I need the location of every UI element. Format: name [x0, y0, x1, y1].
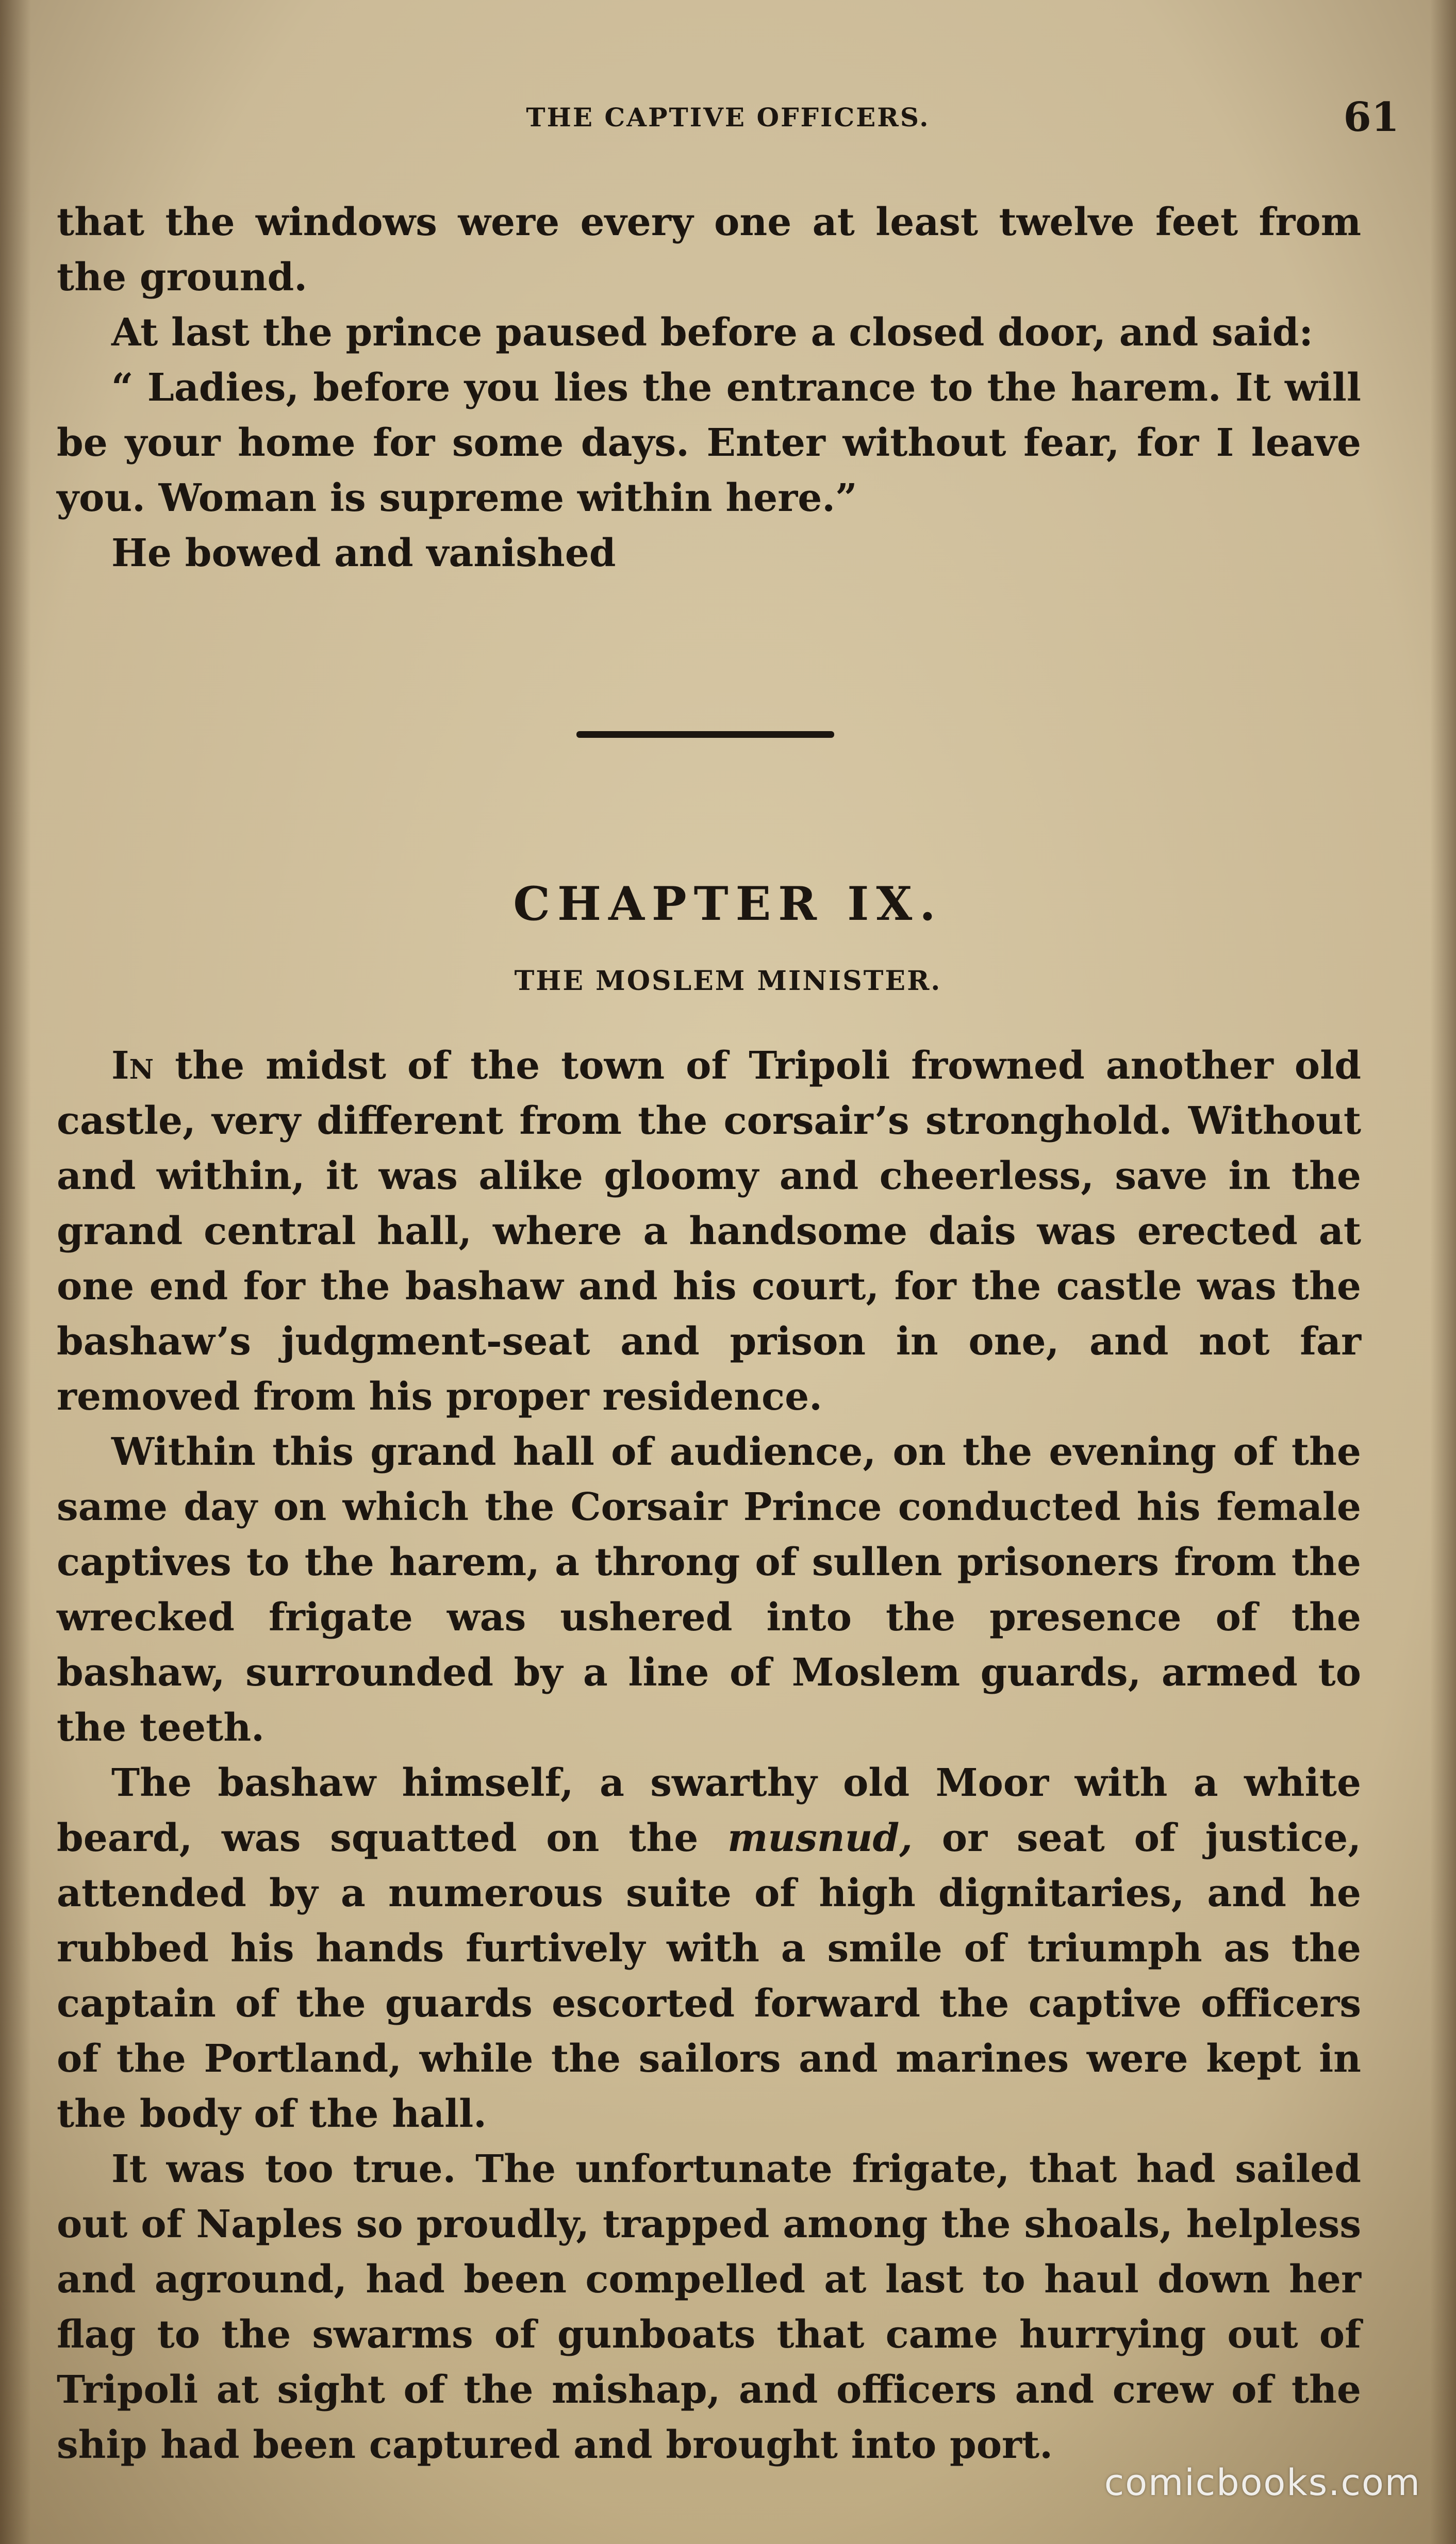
paragraph: It was too true. The unfortunate frigate, that had sailed out of Naples so proudly, trapped among the shoals, helpless and aground, had been compelled at last to haul down her flag to the swarms of gunboats that came hurrying out of Tripoli at sight of the mishap, and officers and crew of the ship had been captured and brought into port. — [57, 2147, 1361, 2467]
running-head — [57, 94, 1399, 143]
watermark: comicbooks.com — [1104, 2462, 1421, 2504]
paragraph: Within this grand hall of audience, on the evening of the same day on which the Corsair Prince conducted his female captives to the harem, a throng of sullen prisoners from the wrecked frigate was ushered into the presence of the bashaw, surrounded by a line of Moslem guards, armed to the teeth. — [57, 1430, 1361, 1750]
paragraph: He bowed and vanished — [111, 531, 616, 575]
paragraph: “ Ladies, before you lies the entrance to the harem. It will be your home for some days. Enter without fear, for I leave you. Woman is supreme within here.” — [57, 366, 1361, 520]
page-number: 61 — [1343, 94, 1399, 141]
chapter-heading: CHAPTER IX. — [513, 877, 943, 931]
italic-term: musnud, — [727, 1816, 913, 1860]
paragraph-text: The bashaw himself, a swarthy old Moor with a white beard, was squatted on the — [57, 1761, 1361, 1860]
opening-text — [57, 195, 1361, 581]
paragraph: that the windows were every one at least twelve feet from the ground. — [57, 200, 1361, 300]
paragraph-opening-word: In — [111, 1044, 154, 1088]
paragraph — [57, 1038, 1361, 1425]
section-divider-rule — [576, 731, 834, 738]
paragraph-text: or seat of justice, attended by a numerous suite of high dignitaries, and he rubbed his hands furtively with a smile of triumph as the captain of the guards escorted forward the captive officers of the Portland, while the sailors and marines were kept in the body of the hall. — [57, 1816, 1361, 2136]
chapter-text — [57, 1038, 1361, 2473]
chapter-subtitle: THE MOSLEM MINISTER. — [514, 965, 942, 997]
paragraph-text: the midst of the town of Tripoli frowned another old castle, very different from the corsair’s stronghold. Without and within, it was alike gloomy and cheerless, save in the grand central hall, where a handsome dais was erected at one end for the bashaw and his court, for the castle was the bashaw’s judgment-seat and prison in one, and not far removed from his proper residence. — [57, 1044, 1361, 1419]
running-head-title: THE CAPTIVE OFFICERS. — [526, 102, 930, 133]
paragraph — [57, 1756, 1361, 2142]
paragraph: At last the prince paused before a closed door, and said: — [111, 310, 1313, 355]
